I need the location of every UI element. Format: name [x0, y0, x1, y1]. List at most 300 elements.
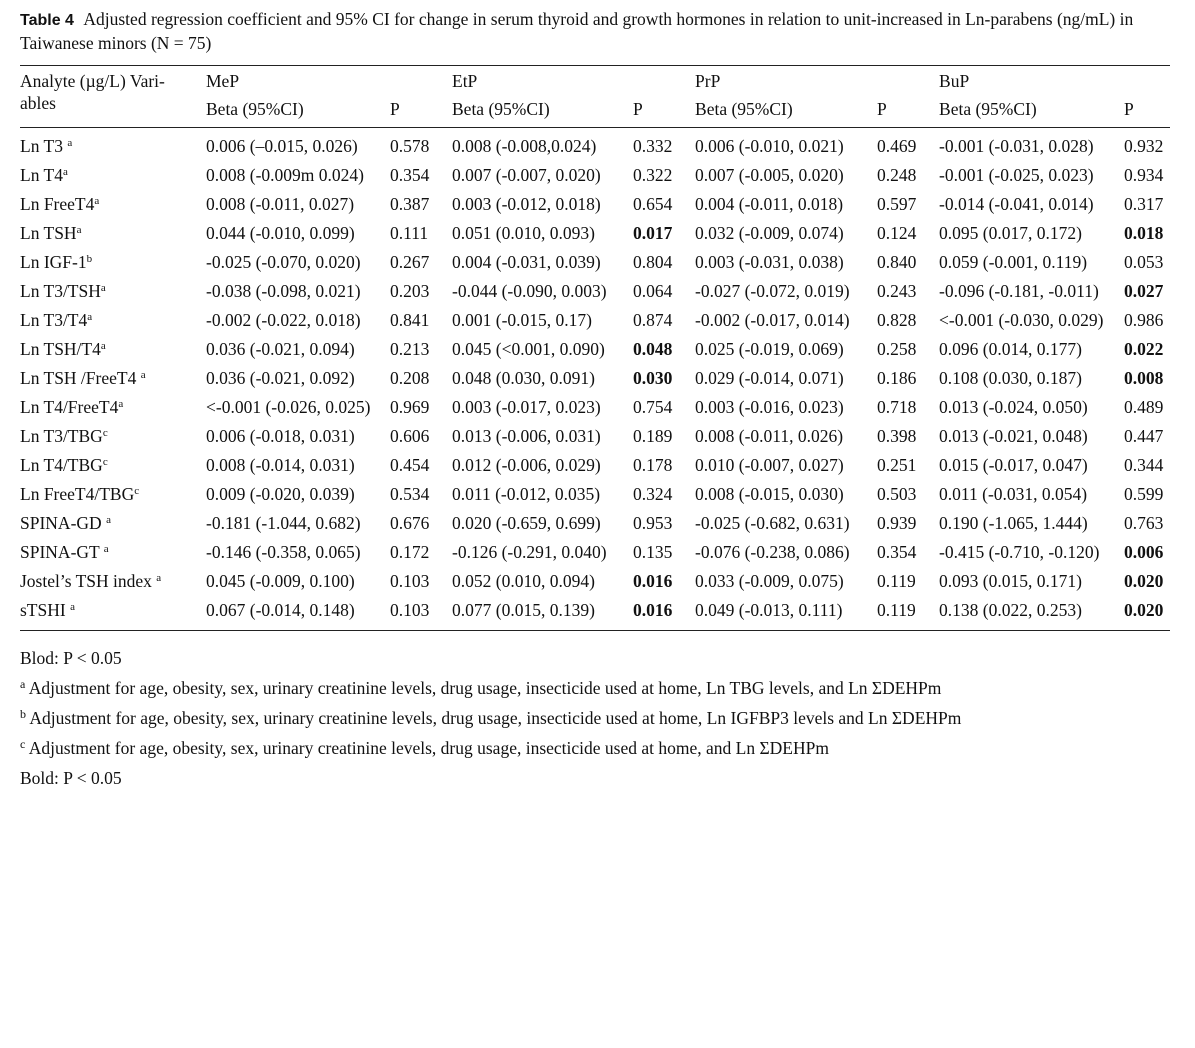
beta-ci-value: 0.003 (-0.017, 0.023) [452, 397, 601, 417]
beta-ci-value: 0.013 (-0.006, 0.031) [452, 426, 601, 446]
beta-ci-cell [939, 186, 1124, 215]
table-row [20, 186, 1170, 215]
p-value-cell: 0.027 [1124, 281, 1164, 301]
beta-ci-value: 0.036 (-0.021, 0.094) [206, 339, 355, 359]
beta-ci-value: 0.011 (-0.012, 0.035) [452, 484, 601, 504]
table-row [20, 592, 1170, 631]
footnote-line [20, 733, 1170, 763]
table-caption [20, 8, 1170, 55]
beta-ci-cell [206, 128, 390, 158]
beta-ci-cell [452, 418, 633, 447]
beta-ci-cell [452, 128, 633, 158]
beta-ci-cell [452, 331, 633, 360]
p-value-cell: 0.503 [877, 484, 917, 504]
row-variable-name [20, 273, 206, 302]
footnote-marker: a [156, 572, 162, 584]
table-row [20, 128, 1170, 158]
beta-ci-cell [695, 389, 877, 418]
beta-ci-value: 0.045 (-0.009, 0.100) [206, 571, 355, 591]
beta-ci-value: -0.096 (-0.181, -0.011) [939, 281, 1099, 301]
footnote-line [20, 673, 1170, 703]
p-value-cell: 0.718 [877, 397, 917, 417]
beta-ci-cell [452, 186, 633, 215]
beta-ci-value: -0.001 (-0.025, 0.023) [939, 165, 1094, 185]
beta-ci-cell [939, 505, 1124, 534]
beta-ci-value: -0.025 (-0.682, 0.631) [695, 513, 850, 533]
beta-ci-cell [939, 128, 1124, 158]
beta-ci-value: 0.049 (-0.013, 0.111) [695, 600, 843, 620]
footnote-marker: a [118, 398, 124, 410]
p-value-cell: 0.344 [1124, 455, 1164, 475]
variable-label: Ln TSH /FreeT4 [20, 368, 141, 388]
beta-ci-cell [206, 360, 390, 389]
footnote-marker: a [140, 369, 146, 381]
p-value-cell: 0.534 [390, 484, 430, 504]
beta-ci-value: 0.093 (0.015, 0.171) [939, 571, 1082, 591]
p-value-cell: 0.119 [877, 600, 916, 620]
group-header-prp: PrP [695, 71, 721, 91]
beta-ci-cell [939, 273, 1124, 302]
beta-ci-cell [939, 360, 1124, 389]
p-value-cell: 0.243 [877, 281, 917, 301]
beta-ci-cell [939, 447, 1124, 476]
table-row [20, 360, 1170, 389]
beta-ci-cell [452, 244, 633, 273]
beta-ci-value: 0.010 (-0.007, 0.027) [695, 455, 844, 475]
variable-label: Ln T4/FreeT4 [20, 397, 119, 417]
variable-label: Ln T3/TBG [20, 426, 103, 446]
p-value-cell: 0.186 [877, 368, 917, 388]
beta-ci-cell [695, 186, 877, 215]
row-variable-name [20, 244, 206, 273]
beta-ci-cell [206, 389, 390, 418]
beta-ci-value: 0.006 (-0.010, 0.021) [695, 136, 844, 156]
beta-ci-value: 0.052 (0.010, 0.094) [452, 571, 595, 591]
variable-label: Ln T3/TSH [20, 281, 101, 301]
table-body [20, 128, 1170, 631]
table-footnotes [20, 643, 1170, 793]
p-value-cell: 0.016 [633, 571, 673, 591]
beta-header: Beta (95%CI) [452, 99, 550, 119]
row-variable-name [20, 389, 206, 418]
beta-ci-value: 0.036 (-0.021, 0.092) [206, 368, 355, 388]
row-variable-name [20, 534, 206, 563]
table-row [20, 418, 1170, 447]
p-value-cell: 0.006 [1124, 542, 1164, 562]
p-value-cell: 0.969 [390, 397, 430, 417]
variable-label: Ln IGF-1 [20, 252, 87, 272]
p-header: P [1124, 99, 1134, 119]
p-value-cell: 0.939 [877, 513, 917, 533]
beta-ci-cell [695, 215, 877, 244]
p-value-cell: 0.934 [1124, 165, 1164, 185]
beta-ci-value: -0.025 (-0.070, 0.020) [206, 252, 361, 272]
beta-ci-value: 0.008 (-0.009m 0.024) [206, 165, 364, 185]
variable-label: SPINA-GD [20, 513, 107, 533]
beta-ci-value: 0.015 (-0.017, 0.047) [939, 455, 1088, 475]
beta-ci-value: 0.001 (-0.015, 0.17) [452, 310, 592, 330]
beta-ci-value: 0.032 (-0.009, 0.074) [695, 223, 844, 243]
beta-ci-value: -0.038 (-0.098, 0.021) [206, 281, 361, 301]
beta-ci-value: -0.001 (-0.031, 0.028) [939, 136, 1094, 156]
footnote-marker: b [86, 253, 93, 265]
beta-ci-value: -0.044 (-0.090, 0.003) [452, 281, 607, 301]
footnote-text: Adjustment for age, obesity, sex, urinary creatinine levels, drug usage, insecticide used at home, Ln IGFBP3 levels and Ln ΣDEHPm [26, 708, 962, 728]
footnote-marker: a [62, 166, 68, 178]
variable-header [20, 66, 206, 128]
p-value-cell: 0.119 [877, 571, 916, 591]
beta-ci-cell [206, 447, 390, 476]
table-row [20, 302, 1170, 331]
variable-label: Ln FreeT4 [20, 194, 95, 214]
beta-ci-cell [206, 186, 390, 215]
p-value-cell: 0.064 [633, 281, 673, 301]
p-value-cell: 0.213 [390, 339, 430, 359]
variable-label: Ln T3/T4 [20, 310, 88, 330]
table-row [20, 331, 1170, 360]
table-row [20, 157, 1170, 186]
beta-ci-value: 0.007 (-0.005, 0.020) [695, 165, 844, 185]
footnote-line [20, 763, 1170, 793]
beta-ci-cell [452, 273, 633, 302]
p-value-cell: 0.103 [390, 571, 430, 591]
row-variable-name [20, 447, 206, 476]
beta-ci-value: 0.045 (<0.001, 0.090) [452, 339, 605, 359]
beta-ci-cell [939, 331, 1124, 360]
p-value-cell: 0.354 [877, 542, 917, 562]
beta-ci-cell [695, 418, 877, 447]
beta-ci-cell [206, 418, 390, 447]
footnote-text: Adjustment for age, obesity, sex, urinary creatinine levels, drug usage, insecticide used at home, Ln TBG levels, and Ln ΣDEHPm [25, 678, 942, 698]
beta-ci-cell [452, 592, 633, 631]
beta-ci-value: 0.008 (-0.015, 0.030) [695, 484, 844, 504]
variable-label: Ln TSH/T4 [20, 339, 101, 359]
variable-label: Jostel’s TSH index [20, 571, 157, 591]
beta-ci-cell [939, 592, 1124, 631]
beta-ci-cell [695, 360, 877, 389]
p-value-cell: 0.016 [633, 600, 673, 620]
beta-ci-value: 0.004 (-0.011, 0.018) [695, 194, 844, 214]
table-row [20, 273, 1170, 302]
beta-ci-cell [206, 534, 390, 563]
beta-ci-value: -0.027 (-0.072, 0.019) [695, 281, 850, 301]
p-value-cell: 0.103 [390, 600, 430, 620]
beta-ci-value: 0.003 (-0.012, 0.018) [452, 194, 601, 214]
beta-ci-value: 0.025 (-0.019, 0.069) [695, 339, 844, 359]
beta-ci-value: 0.033 (-0.009, 0.075) [695, 571, 844, 591]
beta-ci-value: 0.013 (-0.021, 0.048) [939, 426, 1088, 446]
row-variable-name [20, 186, 206, 215]
table-row [20, 447, 1170, 476]
beta-ci-cell [206, 505, 390, 534]
p-value-cell: 0.986 [1124, 310, 1164, 330]
beta-ci-value: 0.008 (-0.011, 0.026) [695, 426, 844, 446]
p-value-cell: 0.606 [390, 426, 430, 446]
p-value-cell: 0.489 [1124, 397, 1164, 417]
footnote-marker: c [102, 456, 108, 468]
group-header-mep: MeP [206, 71, 240, 91]
beta-ci-value: 0.096 (0.014, 0.177) [939, 339, 1082, 359]
footnote-marker: c [20, 737, 26, 751]
beta-ci-value: 0.048 (0.030, 0.091) [452, 368, 595, 388]
beta-ci-cell [206, 215, 390, 244]
beta-ci-cell [452, 302, 633, 331]
p-value-cell: 0.135 [633, 542, 673, 562]
p-value-cell: 0.454 [390, 455, 430, 475]
p-value-cell: 0.332 [633, 136, 673, 156]
beta-ci-value: <-0.001 (-0.026, 0.025) [206, 397, 371, 417]
beta-ci-value: -0.415 (-0.710, -0.120) [939, 542, 1100, 562]
p-value-cell: 0.267 [390, 252, 430, 272]
p-value-cell: 0.248 [877, 165, 917, 185]
beta-ci-cell [452, 563, 633, 592]
beta-ci-cell [695, 244, 877, 273]
beta-ci-cell [695, 505, 877, 534]
beta-ci-cell [939, 302, 1124, 331]
beta-ci-cell [206, 244, 390, 273]
footnote-line [20, 643, 1170, 673]
beta-ci-value: 0.013 (-0.024, 0.050) [939, 397, 1088, 417]
beta-ci-cell [695, 592, 877, 631]
p-header: P [390, 99, 400, 119]
beta-ci-cell [452, 534, 633, 563]
p-value-cell: 0.020 [1124, 571, 1164, 591]
p-value-cell: 0.932 [1124, 136, 1164, 156]
variable-header-line2: ables [20, 93, 56, 113]
beta-ci-cell [939, 563, 1124, 592]
beta-ci-cell [695, 331, 877, 360]
footnote-marker: a [100, 282, 106, 294]
p-value-cell: 0.178 [633, 455, 673, 475]
beta-ci-value: 0.077 (0.015, 0.139) [452, 600, 595, 620]
beta-ci-value: 0.044 (-0.010, 0.099) [206, 223, 355, 243]
p-value-cell: 0.020 [1124, 600, 1164, 620]
beta-ci-cell [695, 476, 877, 505]
beta-ci-value: 0.007 (-0.007, 0.020) [452, 165, 601, 185]
row-variable-name [20, 505, 206, 534]
table-row [20, 534, 1170, 563]
table-row [20, 476, 1170, 505]
table-label: Table 4 [20, 12, 74, 29]
p-value-cell: 0.828 [877, 310, 917, 330]
beta-ci-value: 0.003 (-0.031, 0.038) [695, 252, 844, 272]
p-value-cell: 0.754 [633, 397, 673, 417]
beta-ci-cell [206, 157, 390, 186]
footnote-marker: a [20, 677, 26, 691]
beta-ci-value: 0.008 (-0.008,0.024) [452, 136, 597, 156]
beta-ci-cell [939, 476, 1124, 505]
row-variable-name [20, 128, 206, 158]
beta-ci-cell [939, 244, 1124, 273]
beta-ci-value: 0.008 (-0.011, 0.027) [206, 194, 355, 214]
p-value-cell: 0.111 [390, 223, 429, 243]
row-variable-name [20, 302, 206, 331]
variable-label: Ln FreeT4/TBG [20, 484, 135, 504]
beta-ci-value: 0.095 (0.017, 0.172) [939, 223, 1082, 243]
beta-ci-cell [452, 360, 633, 389]
beta-ci-cell [939, 157, 1124, 186]
beta-header: Beta (95%CI) [695, 99, 793, 119]
beta-ci-value: -0.146 (-0.358, 0.065) [206, 542, 361, 562]
table-row [20, 563, 1170, 592]
p-value-cell: 0.048 [633, 339, 673, 359]
beta-ci-cell [206, 331, 390, 360]
row-variable-name [20, 157, 206, 186]
beta-ci-value: 0.009 (-0.020, 0.039) [206, 484, 355, 504]
beta-ci-cell [695, 273, 877, 302]
p-value-cell: 0.654 [633, 194, 673, 214]
beta-ci-cell [939, 418, 1124, 447]
variable-label: Ln T4 [20, 165, 63, 185]
p-value-cell: 0.022 [1124, 339, 1164, 359]
p-value-cell: 0.840 [877, 252, 917, 272]
p-value-cell: 0.018 [1124, 223, 1164, 243]
p-value-cell: 0.172 [390, 542, 430, 562]
beta-ci-cell [939, 534, 1124, 563]
beta-ci-value: 0.059 (-0.001, 0.119) [939, 252, 1088, 272]
beta-ci-value: -0.181 (-1.044, 0.682) [206, 513, 361, 533]
beta-ci-cell [695, 447, 877, 476]
beta-ci-cell [939, 389, 1124, 418]
variable-label: Ln T3 [20, 136, 68, 156]
p-value-cell: 0.030 [633, 368, 673, 388]
row-variable-name [20, 563, 206, 592]
beta-ci-cell [695, 563, 877, 592]
beta-ci-value: 0.003 (-0.016, 0.023) [695, 397, 844, 417]
beta-ci-cell [206, 563, 390, 592]
p-value-cell: 0.208 [390, 368, 430, 388]
footnote-marker: a [70, 601, 75, 613]
group-header-bup: BuP [939, 71, 970, 91]
beta-ci-value: -0.126 (-0.291, 0.040) [452, 542, 607, 562]
row-variable-name [20, 476, 206, 505]
p-value-cell: 0.354 [390, 165, 430, 185]
p-value-cell: 0.203 [390, 281, 430, 301]
table-title: Adjusted regression coefficient and 95% CI for change in serum thyroid and growth hormones in relation to unit-increased in Ln-parabens (ng/mL) in Taiwanese minors (N = 75) [20, 9, 1134, 53]
p-value-cell: 0.841 [390, 310, 430, 330]
p-value-cell: 0.599 [1124, 484, 1164, 504]
p-value-cell: 0.387 [390, 194, 430, 214]
beta-ci-cell [695, 157, 877, 186]
beta-header: Beta (95%CI) [206, 99, 304, 119]
beta-ci-cell [206, 476, 390, 505]
beta-ci-value: 0.029 (-0.014, 0.071) [695, 368, 844, 388]
beta-ci-value: 0.008 (-0.014, 0.031) [206, 455, 355, 475]
beta-ci-cell [939, 215, 1124, 244]
variable-label: Ln T4/TBG [20, 455, 103, 475]
p-value-cell: 0.017 [633, 223, 673, 243]
row-variable-name [20, 418, 206, 447]
beta-ci-value: 0.051 (0.010, 0.093) [452, 223, 595, 243]
group-header-etp: EtP [452, 71, 478, 91]
footnote-marker: c [134, 485, 140, 497]
footnote-marker: b [20, 707, 26, 721]
beta-ci-value: -0.014 (-0.041, 0.014) [939, 194, 1094, 214]
beta-ci-cell [452, 505, 633, 534]
footnote-marker: a [76, 224, 82, 236]
p-value-cell: 0.874 [633, 310, 673, 330]
beta-ci-cell [206, 592, 390, 631]
footnote-line [20, 703, 1170, 733]
beta-ci-cell [452, 215, 633, 244]
p-value-cell: 0.763 [1124, 513, 1164, 533]
beta-ci-value: 0.006 (-0.018, 0.031) [206, 426, 355, 446]
variable-label: SPINA-GT [20, 542, 104, 562]
p-header: P [633, 99, 643, 119]
beta-ci-cell [452, 157, 633, 186]
beta-ci-value: 0.138 (0.022, 0.253) [939, 600, 1082, 620]
beta-ci-value: -0.076 (-0.238, 0.086) [695, 542, 850, 562]
p-value-cell: 0.324 [633, 484, 673, 504]
p-value-cell: 0.597 [877, 194, 917, 214]
table-row [20, 505, 1170, 534]
table-row [20, 389, 1170, 418]
p-value-cell: 0.008 [1124, 368, 1164, 388]
p-header: P [877, 99, 887, 119]
footnote-marker: a [87, 311, 93, 323]
p-value-cell: 0.251 [877, 455, 917, 475]
p-value-cell: 0.469 [877, 136, 917, 156]
variable-label: Ln TSH [20, 223, 77, 243]
p-value-cell: 0.258 [877, 339, 917, 359]
beta-ci-value: 0.012 (-0.006, 0.029) [452, 455, 601, 475]
p-value-cell: 0.189 [633, 426, 673, 446]
table-row [20, 215, 1170, 244]
footnote-marker: a [103, 543, 109, 555]
beta-ci-value: 0.011 (-0.031, 0.054) [939, 484, 1088, 504]
row-variable-name [20, 331, 206, 360]
beta-ci-cell [695, 128, 877, 158]
footnote-marker: a [106, 514, 111, 526]
beta-ci-value: 0.067 (-0.014, 0.148) [206, 600, 355, 620]
beta-header: Beta (95%CI) [939, 99, 1037, 119]
footnote-marker: a [67, 137, 73, 149]
beta-ci-value: -0.002 (-0.022, 0.018) [206, 310, 361, 330]
p-value-cell: 0.317 [1124, 194, 1164, 214]
beta-ci-value: 0.020 (-0.659, 0.699) [452, 513, 601, 533]
beta-ci-value: 0.006 (–0.015, 0.026) [206, 136, 358, 156]
footnote-marker: a [100, 340, 106, 352]
beta-ci-value: 0.004 (-0.031, 0.039) [452, 252, 601, 272]
beta-ci-cell [206, 302, 390, 331]
variable-label: sTSHI [20, 600, 71, 620]
row-variable-name [20, 360, 206, 389]
footnote-text: Bold: P < 0.05 [20, 768, 122, 788]
beta-ci-value: <-0.001 (-0.030, 0.029) [939, 310, 1104, 330]
p-value-cell: 0.804 [633, 252, 673, 272]
footnote-marker: c [102, 427, 108, 439]
footnote-text: Adjustment for age, obesity, sex, urinary creatinine levels, drug usage, insecticide used at home, and Ln ΣDEHPm [25, 738, 829, 758]
p-value-cell: 0.953 [633, 513, 673, 533]
p-value-cell: 0.322 [633, 165, 673, 185]
beta-ci-value: 0.108 (0.030, 0.187) [939, 368, 1082, 388]
footnote-text: Blod: P < 0.05 [20, 648, 122, 668]
p-value-cell: 0.124 [877, 223, 917, 243]
row-variable-name [20, 215, 206, 244]
beta-ci-value: 0.190 (-1.065, 1.444) [939, 513, 1088, 533]
beta-ci-cell [695, 302, 877, 331]
p-value-cell: 0.398 [877, 426, 917, 446]
beta-ci-cell [452, 447, 633, 476]
footnote-marker: a [94, 195, 100, 207]
table-row [20, 244, 1170, 273]
regression-table [20, 65, 1170, 631]
variable-header-line1: Analyte (µg/L) Vari- [20, 71, 165, 91]
p-value-cell: 0.447 [1124, 426, 1164, 446]
p-value-cell: 0.053 [1124, 252, 1164, 272]
row-variable-name [20, 592, 206, 631]
beta-ci-value: -0.002 (-0.017, 0.014) [695, 310, 850, 330]
